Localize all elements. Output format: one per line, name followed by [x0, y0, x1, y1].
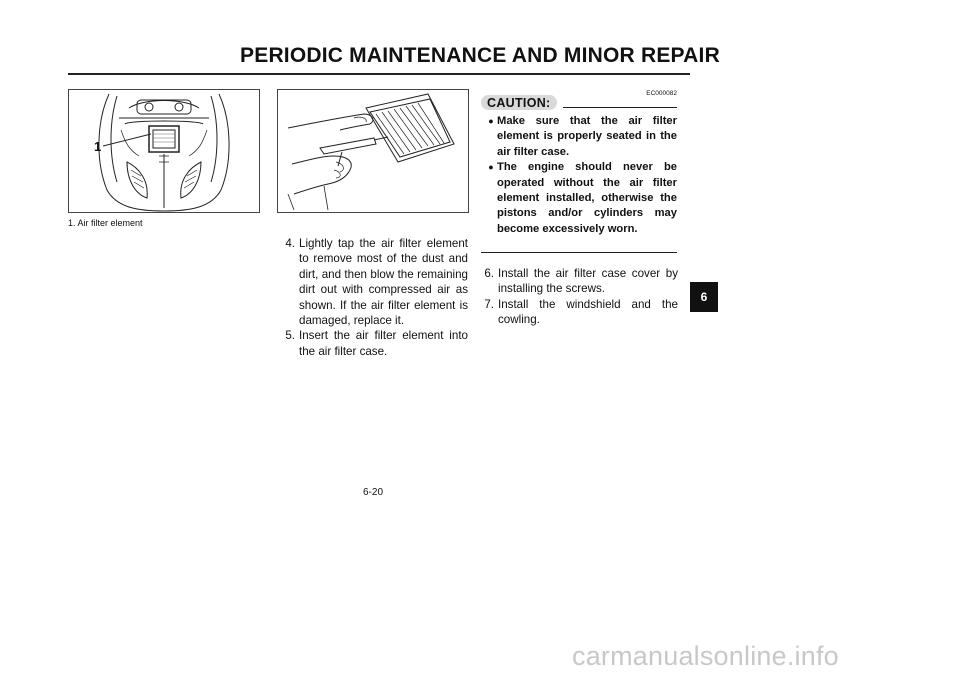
watermark-text: carmanualsonline.info	[572, 641, 839, 671]
step-number: 4.	[285, 237, 295, 250]
steps-list-left	[270, 236, 468, 359]
steps-list-right	[482, 266, 678, 328]
step-number: 6.	[484, 267, 494, 280]
bullet-icon: ●	[488, 162, 494, 173]
caution-bullets	[481, 114, 677, 237]
step-number: 5.	[285, 329, 295, 343]
bullet-icon: ●	[488, 116, 494, 126]
caution-bullet-item	[481, 160, 677, 237]
step-item	[270, 328, 468, 359]
caution-label: CAUTION:	[481, 95, 557, 110]
figure-caption: 1. Air filter element	[68, 218, 143, 228]
compressed-air-illustration	[278, 90, 468, 212]
caution-bullet-text: The engine should never be operated without the air filter element installed, otherwise the pistons and/or cylinders may become excessively worn.	[497, 161, 677, 235]
header-rule	[68, 73, 690, 75]
caution-header	[481, 95, 677, 110]
step-text: Install the windshield and the cowling.	[498, 297, 678, 327]
caution-header-rule	[563, 107, 677, 108]
figure-compressed-air	[277, 89, 469, 213]
step-number: 7.	[484, 297, 494, 311]
step-item	[482, 266, 678, 297]
page-number: 6-20	[362, 487, 383, 498]
caution-bullet-text: Make sure that the air filter element is properly seated in the air filter case.	[497, 115, 677, 158]
step-text: Install the air filter case cover by installing the screws.	[498, 267, 678, 296]
page-title: PERIODIC MAINTENANCE AND MINOR REPAIR	[240, 44, 720, 67]
step-text: Lightly tap the air filter element to remove most of the dust and dirt, and then blow the remaining dirt out with compressed air as shown. If the air filter element is damaged, replace it.	[299, 237, 468, 328]
figure-callout-number: 1	[94, 139, 102, 154]
caution-bullet-item	[481, 114, 677, 160]
caution-end-rule	[481, 252, 677, 253]
step-item	[482, 297, 678, 328]
step-item	[270, 236, 468, 328]
step-text: Insert the air filter element into the air filter case.	[299, 329, 468, 358]
chapter-tab: 6	[690, 282, 718, 312]
caution-code: EC000082	[646, 90, 677, 97]
